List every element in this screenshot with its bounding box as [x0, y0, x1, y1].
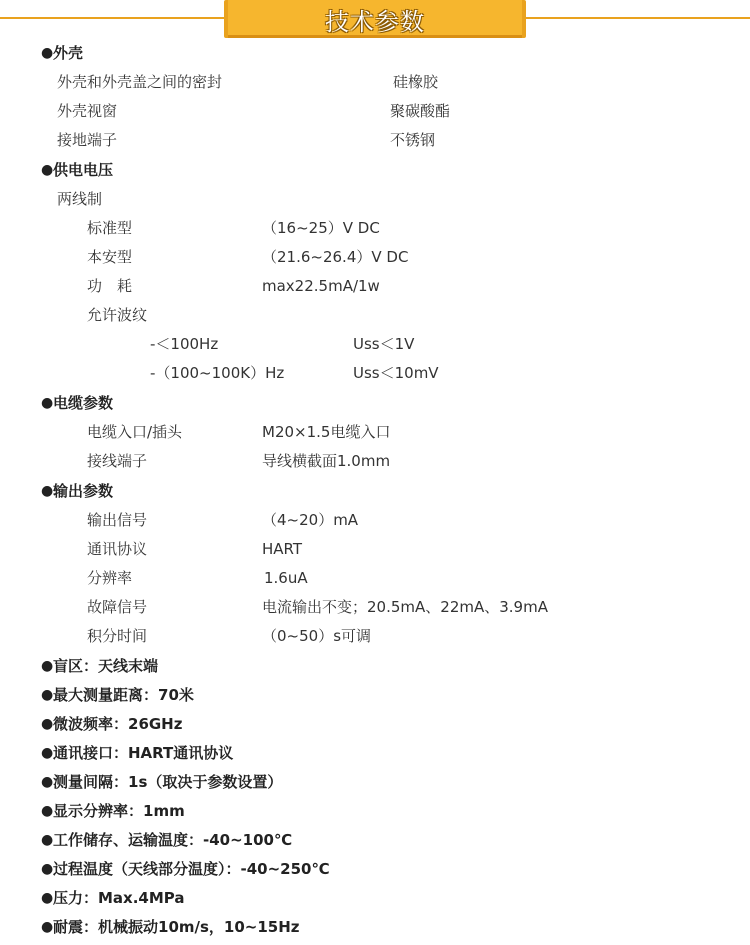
spec-label: 两线制 — [57, 190, 103, 208]
header-rule-right — [522, 17, 750, 19]
spec-text: 最大测量距离：70米 — [53, 686, 194, 704]
section-cable — [0, 389, 750, 418]
spec-item — [0, 739, 750, 768]
spec-row — [0, 272, 750, 301]
spec-row — [0, 418, 750, 447]
spec-row — [0, 506, 750, 535]
page-title: 技术参数 — [325, 7, 425, 36]
spec-label: 接线端子 — [87, 452, 148, 470]
spec-label: 电缆入口/插头 — [87, 423, 183, 441]
bullet: ● — [41, 745, 54, 761]
bullet: ● — [41, 483, 54, 499]
spec-row — [0, 564, 750, 593]
bullet: ● — [41, 162, 54, 178]
spec-row — [0, 593, 750, 622]
spec-item — [0, 884, 750, 913]
spec-text: 过程温度（天线部分温度）：-40~250℃ — [53, 860, 330, 878]
spec-label: -＜100Hz — [150, 335, 219, 353]
section-heading: 供电电压 — [53, 161, 114, 179]
spec-row — [0, 359, 750, 388]
spec-row — [0, 243, 750, 272]
spec-value: 电流输出不变；20.5mA、22mA、3.9mA — [262, 598, 548, 616]
spec-text: 耐震：机械振动10m/s，10~15Hz — [53, 918, 300, 936]
spec-value: M20×1.5电缆入口 — [262, 423, 391, 441]
spec-value: 不锈钢 — [390, 131, 436, 149]
spec-value: （16~25）V DC — [262, 219, 380, 237]
spec-label: -（100~100K）Hz — [150, 364, 285, 382]
spec-value: 导线横截面1.0mm — [262, 452, 391, 470]
spec-item — [0, 681, 750, 710]
spec-item — [0, 797, 750, 826]
spec-item — [0, 710, 750, 739]
spec-value: 1.6uA — [264, 569, 308, 587]
spec-label: 外壳视窗 — [57, 102, 118, 120]
spec-value: （21.6~26.4）V DC — [262, 248, 409, 266]
spec-item — [0, 826, 750, 855]
spec-label: 分辨率 — [87, 569, 133, 587]
spec-label: 通讯协议 — [87, 540, 148, 558]
bullet: ● — [41, 45, 54, 61]
bullet: ● — [41, 774, 54, 790]
section-output — [0, 477, 750, 506]
spec-text: 工作储存、运输温度：-40~100℃ — [53, 831, 293, 849]
spec-value: Uss＜1V — [353, 335, 415, 353]
spec-value: HART — [262, 540, 303, 558]
spec-text: 微波频率：26GHz — [53, 715, 183, 733]
spec-label: 标准型 — [87, 219, 133, 237]
spec-label: 允许波纹 — [87, 306, 148, 324]
bullet: ● — [41, 832, 54, 848]
spec-label: 积分时间 — [87, 627, 148, 645]
spec-label: 本安型 — [87, 248, 133, 266]
section-supply — [0, 156, 750, 185]
spec-row — [0, 185, 750, 214]
bullet: ● — [41, 716, 54, 732]
section-housing — [0, 39, 750, 68]
section-heading: 输出参数 — [53, 482, 114, 500]
bullet: ● — [41, 861, 54, 877]
bullet: ● — [41, 395, 54, 411]
spec-value: （4~20）mA — [262, 511, 359, 529]
spec-row — [0, 97, 750, 126]
spec-label: 外壳和外壳盖之间的密封 — [57, 73, 223, 91]
spec-text: 压力：Max.4MPa — [53, 889, 185, 907]
spec-row — [0, 214, 750, 243]
header-rule-left — [0, 17, 228, 19]
bullet: ● — [41, 890, 54, 906]
spec-value: （0~50）s可调 — [262, 627, 372, 645]
spec-row — [0, 447, 750, 476]
bullet: ● — [41, 919, 54, 935]
spec-row — [0, 68, 750, 97]
spec-item — [0, 855, 750, 884]
spec-row — [0, 622, 750, 651]
bullet: ● — [41, 803, 54, 819]
spec-value: 聚碳酸酯 — [390, 102, 451, 120]
spec-label: 接地端子 — [57, 131, 118, 149]
header-banner — [228, 0, 522, 38]
spec-row — [0, 301, 750, 330]
spec-value: 硅橡胶 — [393, 73, 439, 91]
spec-text: 通讯接口：HART通讯协议 — [53, 744, 234, 762]
spec-text: 显示分辨率：1mm — [53, 802, 185, 820]
spec-text: 盲区：天线末端 — [53, 657, 159, 675]
section-header — [0, 0, 750, 42]
bullet: ● — [41, 687, 54, 703]
spec-row — [0, 126, 750, 155]
spec-label: 功 耗 — [87, 277, 133, 295]
spec-value: max22.5mA/1w — [262, 277, 380, 295]
spec-label: 故障信号 — [87, 598, 148, 616]
section-heading: 电缆参数 — [53, 394, 114, 412]
spec-label: 输出信号 — [87, 511, 148, 529]
spec-row — [0, 330, 750, 359]
spec-item — [0, 652, 750, 681]
bullet: ● — [41, 658, 54, 674]
spec-row — [0, 535, 750, 564]
spec-text: 测量间隔：1s（取决于参数设置） — [53, 773, 283, 791]
spec-value: Uss＜10mV — [353, 364, 439, 382]
spec-item — [0, 768, 750, 797]
section-heading: 外壳 — [53, 44, 84, 62]
spec-item — [0, 913, 750, 942]
